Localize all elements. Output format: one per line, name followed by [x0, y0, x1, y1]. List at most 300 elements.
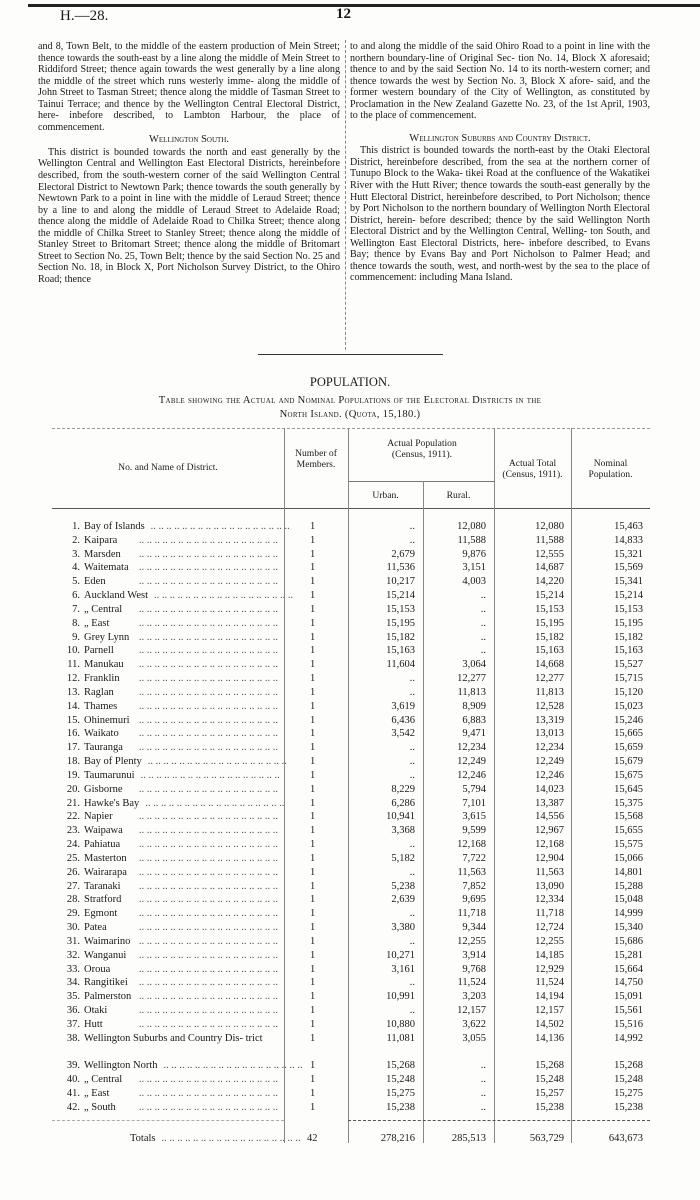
row-number: 41.: [66, 1088, 80, 1100]
nominal-value: 15,341: [614, 576, 643, 588]
row-number: 25.: [66, 852, 80, 864]
top-rule: [28, 4, 700, 7]
actual-total-value: 13,090: [535, 880, 564, 892]
members-count: 1: [310, 1018, 316, 1030]
members-count: 1: [310, 686, 316, 698]
urban-value: ..: [409, 534, 415, 546]
nominal-value: 15,163: [614, 645, 643, 657]
rural-value: 12,157: [457, 1005, 486, 1017]
district-name-cell: [84, 783, 278, 796]
leader-dots: .. .. .. .. .. .. .. .. .. .. .. .. .. .. .. .. .. ..: [163, 1060, 303, 1072]
rural-value: 12,080: [457, 521, 486, 532]
nominal-value: 14,833: [614, 534, 643, 546]
leader-dots: .. .. .. .. .. .. .. .. .. .. .. .. .. .. .. .. .. ..: [138, 908, 278, 920]
urban-value: 5,238: [391, 880, 415, 892]
nominal-value: 15,659: [614, 742, 643, 754]
leader-dots: .. .. .. .. .. .. .. .. .. .. .. .. .. .. .. .. .. ..: [138, 728, 278, 740]
actual-total-value: 13,013: [535, 728, 564, 740]
district-name: Franklin: [84, 673, 120, 685]
rural-value: ..: [480, 603, 486, 615]
leader-dots: .. .. .. .. .. .. .. .. .. .. .. .. .. .. .. .. .. ..: [140, 769, 280, 781]
rural-value: 5,794: [462, 783, 486, 795]
urban-value: ..: [409, 673, 415, 685]
district-name: Ohinemuri: [84, 714, 130, 726]
row-number: 22.: [66, 811, 80, 823]
members-count: 1: [310, 534, 316, 546]
rural-value: 4,003: [462, 576, 486, 588]
district-name: Stratford: [84, 894, 122, 906]
section-separator: [258, 354, 443, 355]
district-name-cell: [84, 741, 278, 754]
nominal-value: 15,268: [614, 1060, 643, 1072]
members-count: 1: [310, 742, 316, 754]
urban-value: 10,880: [386, 1018, 415, 1030]
actual-total-value: 14,220: [535, 576, 564, 588]
members-count: 1: [310, 894, 316, 906]
paragraph: This district is bounded towards the north-east by the Otaki Electoral District, hereinbefore described, from the sea at the northern corner of Tunupo Block to the Waka- tikei Road at the confluence of the Wakatikei River with the Hutt River; thence towards the south-east generally by the Hutt Electoral District, hereinbefore described, to Port Nicholson; thence by Port Nicholson to the northern boundary of Wellington North Electoral District, herein- before described; thence by the said Wellington North Electoral District and by the Wellington Central, Welling- ton South, and Wellington East Electoral Districts, here- inbefore described, to Evans Bay; thence by Evans Bay and Port Nicholson to Palmer Head; and thence towards the south, west, and north-west by the sea to the place of commencement: including Mana Island.: [350, 145, 650, 284]
urban-value: 6,286: [391, 797, 415, 809]
district-name-cell: [84, 935, 278, 948]
nominal-value: 15,091: [614, 991, 643, 1003]
actual-total-value: 14,502: [535, 1018, 564, 1030]
leader-dots: .. .. .. .. .. .. .. .. .. .. .. .. .. .. .. .. .. ..: [138, 949, 278, 961]
leader-dots: .. .. .. .. .. .. .. .. .. .. .. .. .. .. .. .. .. ..: [138, 839, 278, 851]
district-name-cell: [84, 963, 278, 976]
urban-value: 3,368: [391, 825, 415, 837]
row-number: 20.: [66, 783, 80, 795]
urban-value: 10,217: [386, 576, 415, 588]
district-name: Waimarino: [84, 935, 131, 947]
leader-dots: .. .. .. .. .. .. .. .. .. .. .. .. .. .. .. .. .. ..: [138, 866, 278, 878]
actual-total-value: 11,563: [535, 866, 564, 878]
actual-total-value: 12,929: [535, 963, 564, 975]
district-name-cell: [84, 907, 278, 920]
actual-total-value: 12,904: [535, 852, 564, 864]
district-name-cell: [84, 561, 278, 574]
members-count: 1: [310, 1060, 316, 1072]
district-name-cell: [84, 990, 278, 1003]
district-name-cell: [84, 644, 278, 657]
section-heading: Wellington Suburbs and Country District.: [409, 132, 591, 144]
urban-value: 5,182: [391, 852, 415, 864]
totals-rural: 285,513: [451, 1133, 486, 1144]
rural-value: ..: [480, 1088, 486, 1100]
district-name-cell: [84, 1059, 303, 1072]
actual-total-value: 12,168: [535, 839, 564, 851]
nominal-value: 15,675: [614, 769, 643, 781]
row-number: 33.: [66, 963, 80, 975]
district-name-cell: [84, 755, 287, 768]
rural-value: ..: [480, 590, 486, 602]
actual-total-value: 13,387: [535, 797, 564, 809]
members-count: 1: [310, 839, 316, 851]
members-count: 1: [310, 949, 316, 961]
row-number: 16.: [66, 728, 80, 740]
nominal-value: 15,679: [614, 756, 643, 768]
leader-dots: .. .. .. .. .. .. .. .. .. .. .. .. .. .. .. .. .. ..: [150, 521, 290, 532]
district-name: Waikato: [84, 728, 119, 740]
row-number: 35.: [66, 991, 80, 1003]
district-name: Grey Lynn: [84, 631, 130, 643]
column-header-nominal: Nominal Population.: [588, 458, 633, 480]
actual-total-value: 15,238: [535, 1101, 564, 1113]
urban-value: ..: [409, 1005, 415, 1017]
actual-total-value: 11,524: [535, 977, 564, 989]
urban-value: 11,081: [386, 1032, 415, 1044]
leader-dots: .. .. .. .. .. .. .. .. .. .. .. .. .. .. .. .. .. ..: [145, 797, 285, 809]
nominal-value: 15,575: [614, 839, 643, 851]
actual-total-value: 15,248: [535, 1074, 564, 1086]
row-number: 30.: [66, 922, 80, 934]
actual-total-value: 15,257: [535, 1088, 564, 1100]
members-count: 1: [310, 617, 316, 629]
urban-value: 15,248: [386, 1074, 415, 1086]
district-name: Patea: [84, 922, 107, 934]
district-name-cell: [84, 1101, 278, 1114]
district-name: Tauranga: [84, 742, 123, 754]
nominal-value: 15,655: [614, 825, 643, 837]
urban-value: 2,639: [391, 894, 415, 906]
row-number: 6.: [72, 590, 80, 602]
district-name-cell: [84, 534, 278, 547]
district-name: Palmerston: [84, 991, 132, 1003]
actual-total-value: 15,182: [535, 631, 564, 643]
members-count: 1: [310, 852, 316, 864]
nominal-value: 15,686: [614, 935, 643, 947]
nominal-value: 14,999: [614, 908, 643, 920]
district-name-cell: [84, 548, 278, 561]
district-name-cell: [84, 603, 278, 616]
members-count: 1: [310, 673, 316, 685]
actual-total-value: 15,214: [535, 590, 564, 602]
table-subtitle: [40, 394, 660, 422]
section-heading: Wellington South.: [149, 134, 229, 146]
members-count: 1: [310, 631, 316, 643]
paragraph: This district is bounded towards the north and east generally by the Wellington Central and Wellington East Electoral Districts, hereinbefore described, from the south-western corner of the said Wellington Central Electoral District to Newtown Park; thence towards the south generally by Newtown Park to a point in line with the middle of Leraud Street; thence by a line to and along the middle of Leraud Street to Adelaide Road; thence along the middle of Adelaide Road to Chilka Street; thence along the middle of Chilka Street to Stanley Street; thence along the middle of Stanley Street to Britomart Street; thence along the middle of Britomart Street to Section No. 25, Town Belt; thence by the said Section No. 25 and Section No. 18, in Block X, Port Nicholson Survey District, to the Ohiro Road; thence: [38, 146, 340, 285]
members-count: 1: [310, 728, 316, 740]
subtitle-line: Table showing the Actual and Nominal Populations of the Electoral Districts in the: [158, 395, 542, 406]
members-count: 1: [310, 700, 316, 712]
leader-dots: .. .. .. .. .. .. .. .. .. .. .. .. .. .. .. .. .. ..: [138, 534, 278, 546]
urban-value: 15,182: [386, 631, 415, 643]
nominal-value: 15,066: [614, 852, 643, 864]
district-name-cell: [84, 838, 278, 851]
members-count: 1: [310, 1074, 316, 1086]
members-count: 1: [310, 590, 316, 602]
rural-value: 12,168: [457, 839, 486, 851]
nominal-value: 15,715: [614, 673, 643, 685]
row-number: 29.: [66, 908, 80, 920]
district-name-cell: [84, 520, 290, 533]
row-number: 7.: [72, 603, 80, 615]
nominal-value: 14,992: [614, 1032, 643, 1044]
rural-value: 3,151: [462, 562, 486, 574]
row-number: 15.: [66, 714, 80, 726]
district-name: Kaipara: [84, 534, 118, 546]
nominal-value: 15,182: [614, 631, 643, 643]
row-number: 24.: [66, 839, 80, 851]
table-title: POPULATION.: [309, 375, 391, 389]
district-name: Wellington North: [84, 1060, 158, 1072]
district-name: Wanganui: [84, 949, 127, 961]
urban-value: ..: [409, 866, 415, 878]
row-number: 32.: [66, 949, 80, 961]
rural-value: ..: [480, 631, 486, 643]
members-count: 1: [310, 603, 316, 615]
members-count: 1: [310, 645, 316, 657]
row-number: 14.: [66, 700, 80, 712]
actual-total-value: 14,556: [535, 811, 564, 823]
urban-value: 3,161: [391, 963, 415, 975]
district-name-cell: [84, 769, 278, 782]
district-name-cell: [130, 1132, 301, 1145]
leader-dots: .. .. .. .. .. .. .. .. .. .. .. .. .. .. .. .. .. ..: [138, 811, 278, 823]
nominal-value: 15,463: [614, 521, 643, 532]
leader-dots: .. .. .. .. .. .. .. .. .. .. .. .. .. .. .. .. .. ..: [138, 1101, 278, 1113]
urban-value: 11,536: [386, 562, 415, 574]
actual-total-value: 12,234: [535, 742, 564, 754]
district-name-cell: [84, 700, 278, 713]
page-number: 12: [336, 6, 351, 22]
actual-total-value: 11,813: [535, 686, 564, 698]
members-count: 1: [310, 548, 316, 560]
nominal-value: 15,246: [614, 714, 643, 726]
urban-value: 10,941: [386, 811, 415, 823]
actual-total-value: 15,195: [535, 617, 564, 629]
rural-value: 9,471: [462, 728, 486, 740]
members-count: 1: [310, 825, 316, 837]
district-name: Taumarunui: [84, 769, 135, 781]
row-number: 8.: [72, 617, 80, 629]
urban-value: ..: [409, 839, 415, 851]
row-number: 39.: [66, 1060, 80, 1072]
row-number: 10.: [66, 645, 80, 657]
leader-dots: .. .. .. .. .. .. .. .. .. .. .. .. .. .. .. .. .. ..: [138, 991, 278, 1003]
district-name: Masterton: [84, 852, 127, 864]
district-name-cell: [84, 631, 278, 644]
rural-value: 12,234: [457, 742, 486, 754]
rural-value: 11,588: [457, 534, 486, 546]
urban-value: ..: [409, 756, 415, 768]
totals-members: 42: [307, 1133, 318, 1144]
leader-dots: .. .. .. .. .. .. .. .. .. .. .. .. .. .. .. .. .. ..: [138, 673, 278, 685]
leader-dots: .. .. .. .. .. .. .. .. .. .. .. .. .. .. .. .. .. ..: [138, 742, 278, 754]
district-name: Wellington Suburbs and Country Dis- trict: [84, 1032, 263, 1044]
district-name-cell: [84, 797, 285, 810]
district-name-cell: [84, 976, 278, 989]
district-name-cell: [84, 1004, 278, 1017]
rural-value: 7,852: [462, 880, 486, 892]
leader-dots: .. .. .. .. .. .. .. .. .. .. .. .. .. .. .. .. .. ..: [138, 977, 278, 989]
row-number: 1.: [72, 521, 80, 532]
row-number: 36.: [66, 1005, 80, 1017]
nominal-value: 15,275: [614, 1088, 643, 1100]
urban-value: 10,991: [386, 991, 415, 1003]
members-count: 1: [310, 991, 316, 1003]
urban-value: 3,380: [391, 922, 415, 934]
nominal-value: 15,281: [614, 949, 643, 961]
actual-total-value: 14,023: [535, 783, 564, 795]
actual-total-value: 13,319: [535, 714, 564, 726]
leader-dots: .. .. .. .. .. .. .. .. .. .. .. .. .. .. .. .. .. ..: [147, 756, 287, 768]
actual-total-value: 12,255: [535, 935, 564, 947]
actual-total-value: 14,136: [535, 1032, 564, 1044]
row-number: 28.: [66, 894, 80, 906]
rural-value: ..: [480, 1074, 486, 1086]
leader-dots: .. .. .. .. .. .. .. .. .. .. .. .. .. .. .. .. .. ..: [138, 631, 278, 643]
actual-total-value: 14,668: [535, 659, 564, 671]
row-number: 5.: [72, 576, 80, 588]
rural-value: 3,064: [462, 659, 486, 671]
district-name-cell: [84, 880, 278, 893]
column-divider: [345, 40, 346, 350]
actual-total-value: 12,080: [535, 521, 564, 532]
leader-dots: .. .. .. .. .. .. .. .. .. .. .. .. .. .. .. .. .. ..: [138, 880, 278, 892]
actual-total-value: 11,718: [535, 908, 564, 920]
district-name-cell: [84, 1018, 278, 1031]
leader-dots: .. .. .. .. .. .. .. .. .. .. .. .. .. .. .. .. .. ..: [138, 894, 278, 906]
district-name: Wairarapa: [84, 866, 127, 878]
district-name: Waipawa: [84, 825, 123, 837]
district-name: Bay of Islands: [84, 521, 145, 532]
district-name: Rangitikei: [84, 977, 128, 989]
leader-dots: .. .. .. .. .. .. .. .. .. .. .. .. .. .. .. .. .. ..: [138, 645, 278, 657]
rural-value: 11,524: [457, 977, 486, 989]
leader-dots: .. .. .. .. .. .. .. .. .. .. .. .. .. .. .. .. .. ..: [138, 562, 278, 574]
district-name: Hawke's Bay: [84, 797, 140, 809]
district-name-cell: [84, 589, 294, 602]
leader-dots: .. .. .. .. .. .. .. .. .. .. .. .. .. .. .. .. .. ..: [138, 852, 278, 864]
nominal-value: 15,023: [614, 700, 643, 712]
urban-value: 11,604: [386, 659, 415, 671]
rural-value: ..: [480, 617, 486, 629]
members-count: 1: [310, 1032, 316, 1044]
nominal-value: 15,340: [614, 922, 643, 934]
nominal-value: 15,375: [614, 797, 643, 809]
rural-value: 9,599: [462, 825, 486, 837]
row-number: 2.: [72, 534, 80, 546]
document-reference: H.—28.: [60, 8, 109, 24]
actual-total-value: 12,334: [535, 894, 564, 906]
row-number: 4.: [72, 562, 80, 574]
actual-total-value: 12,249: [535, 756, 564, 768]
row-number: 21.: [66, 797, 80, 809]
district-name: Auckland West: [84, 590, 148, 602]
urban-value: 2,679: [391, 548, 415, 560]
district-name: Bay of Plenty: [84, 756, 142, 768]
nominal-value: 15,288: [614, 880, 643, 892]
members-count: 1: [310, 562, 316, 574]
rural-value: 12,249: [457, 756, 486, 768]
leader-dots: .. .. .. .. .. .. .. .. .. .. .. .. .. .. .. .. .. ..: [138, 714, 278, 726]
rural-value: 3,203: [462, 991, 486, 1003]
members-count: 1: [310, 521, 316, 532]
nominal-value: 15,195: [614, 617, 643, 629]
district-name-cell: [84, 714, 278, 727]
actual-total-value: 12,157: [535, 1005, 564, 1017]
rural-value: ..: [480, 645, 486, 657]
leader-dots: .. .. .. .. .. .. .. .. .. .. .. .. .. .. .. .. .. ..: [138, 963, 278, 975]
district-name-cell: [84, 949, 278, 962]
members-count: 1: [310, 935, 316, 947]
actual-total-value: 14,185: [535, 949, 564, 961]
urban-value: ..: [409, 769, 415, 781]
district-name: „ East: [84, 617, 110, 629]
district-name: Napier: [84, 811, 113, 823]
nominal-value: 15,568: [614, 811, 643, 823]
members-count: 1: [310, 1101, 316, 1113]
urban-value: 15,268: [386, 1060, 415, 1072]
district-name: „ South: [84, 1101, 116, 1113]
rural-value: 9,695: [462, 894, 486, 906]
district-name-cell: [84, 1087, 278, 1100]
row-number: 23.: [66, 825, 80, 837]
leader-dots: .. .. .. .. .. .. .. .. .. .. .. .. .. .. .. .. .. ..: [138, 603, 278, 615]
urban-value: 3,542: [391, 728, 415, 740]
urban-value: 15,275: [386, 1088, 415, 1100]
nominal-value: 15,527: [614, 659, 643, 671]
rural-value: 3,914: [462, 949, 486, 961]
leader-dots: .. .. .. .. .. .. .. .. .. .. .. .. .. .. .. .. .. ..: [138, 1018, 278, 1030]
actual-total-value: 14,194: [535, 991, 564, 1003]
rural-value: 9,876: [462, 548, 486, 560]
row-number: 37.: [66, 1018, 80, 1030]
column-header-members: Number of Members.: [295, 448, 337, 470]
district-name: Pahiatua: [84, 839, 121, 851]
district-name: Totals: [130, 1133, 156, 1144]
nominal-value: 15,516: [614, 1018, 643, 1030]
leader-dots: .. .. .. .. .. .. .. .. .. .. .. .. .. .. .. .. .. ..: [138, 700, 278, 712]
paragraph: to and along the middle of the said Ohiro Road to a point in line with the northern boundary-line of Original Sec- tion No. 14, Block X aforesaid; thence to and by the said Section No. 14 to its north-western corner; and thence towards the west by Section No. 3, Block X afore- said, and the former western boundary of the City of Wellington, as constituted by Proclamation in the New Zealand Gazette No. 23, of the 1st April, 1903, to the place of commencement.: [350, 41, 650, 122]
urban-value: 6,436: [391, 714, 415, 726]
district-name: „ East: [84, 1088, 110, 1100]
rural-value: ..: [480, 1101, 486, 1113]
leader-dots: .. .. .. .. .. .. .. .. .. .. .. .. .. .. .. .. .. ..: [138, 922, 278, 934]
urban-value: 10,271: [386, 949, 415, 961]
actual-total-value: 14,687: [535, 562, 564, 574]
rural-value: 7,722: [462, 852, 486, 864]
members-count: 1: [310, 783, 316, 795]
leader-dots: .. .. .. .. .. .. .. .. .. .. .. .. .. .. .. .. .. ..: [138, 617, 278, 629]
district-name-cell: [84, 617, 278, 630]
column-header-rural: Rural.: [446, 490, 471, 501]
members-count: 1: [310, 963, 316, 975]
leader-dots: .. .. .. .. .. .. .. .. .. .. .. .. .. .. .. .. .. ..: [138, 576, 278, 588]
column-header-actual-total: Actual Total (Census, 1911).: [502, 458, 563, 480]
leader-dots: .. .. .. .. .. .. .. .. .. .. .. .. .. .. .. .. .. ..: [161, 1133, 301, 1144]
actual-total-value: 12,528: [535, 700, 564, 712]
nominal-value: 15,248: [614, 1074, 643, 1086]
rural-value: 11,813: [457, 686, 486, 698]
row-number: 40.: [66, 1074, 80, 1086]
members-count: 1: [310, 811, 316, 823]
row-number: 11.: [67, 659, 80, 671]
members-count: 1: [310, 1005, 316, 1017]
urban-value: 15,195: [386, 617, 415, 629]
leader-dots: .. .. .. .. .. .. .. .. .. .. .. .. .. .. .. .. .. ..: [138, 1005, 278, 1017]
row-number: 3.: [72, 548, 80, 560]
leader-dots: .. .. .. .. .. .. .. .. .. .. .. .. .. .. .. .. .. ..: [138, 825, 278, 837]
nominal-value: 15,569: [614, 562, 643, 574]
members-count: 1: [310, 908, 316, 920]
row-number: 34.: [66, 977, 80, 989]
district-name: Raglan: [84, 686, 114, 698]
district-name-cell: [84, 672, 278, 685]
row-number: 19.: [66, 769, 80, 781]
district-name: Otaki: [84, 1005, 108, 1017]
rural-value: 3,615: [462, 811, 486, 823]
rural-value: 12,255: [457, 935, 486, 947]
